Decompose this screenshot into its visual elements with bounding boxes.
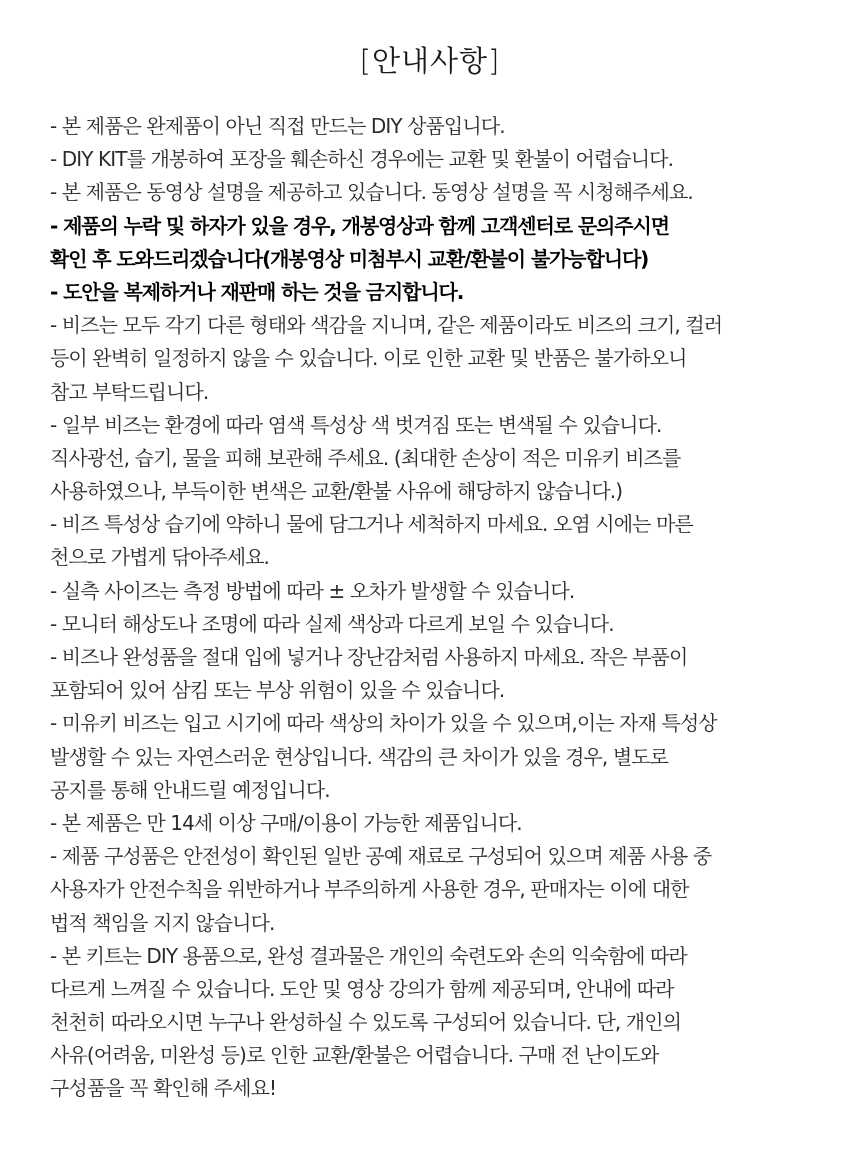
notice-line: - 제품 구성품은 안전성이 확인된 일반 공예 재료로 구성되어 있으며 제품 사용 중 (50, 844, 712, 869)
notice-line: - 본 제품은 동영상 설명을 제공하고 있습니다. 동영상 설명을 꼭 시청해주세요. (50, 180, 693, 205)
notice-line: - 본 제품은 만 14세 이상 구매/이용이 가능한 제품입니다. (50, 810, 522, 835)
notice-line: 법적 책임을 지지 않습니다. (50, 910, 275, 935)
notice-line: - 본 제품은 완제품이 아닌 직접 만드는 DIY 상품입니다. (50, 114, 505, 138)
notice-line: 등이 완벽히 일정하지 않을 수 있습니다. 이로 인한 교환 및 반품은 불가하오니 (50, 346, 687, 371)
notice-line: - 미유키 비즈는 입고 시기에 따라 색상의 차이가 있을 수 있으며,이는 자재 특성상 (50, 711, 717, 736)
notice-line: - 비즈 특성상 습기에 약하니 물에 담그거나 세척하지 마세요. 오염 시에는 마른 (50, 512, 693, 537)
notice-title: [안내사항] (359, 44, 501, 78)
notice-line: 사용자가 안전수칙을 위반하거나 부주의하게 사용한 경우, 판매자는 이에 대한 (50, 877, 689, 902)
notice-line: 참고 부탁드립니다. (50, 379, 209, 404)
notice-line: 공지를 통해 안내드릴 예정입니다. (50, 777, 330, 802)
notice-line: - 모니터 해상도나 조명에 따라 실제 색상과 다르게 보일 수 있습니다. (50, 611, 614, 636)
notice-line: - 실측 사이즈는 측정 방법에 따라 ± 오차가 발생할 수 있습니다. (50, 578, 575, 603)
notice-line-emphasis: - 제품의 누락 및 하자가 있을 경우, 개봉영상과 함께 고객센터로 문의주시면 (50, 213, 669, 238)
notice-line: - 본 키트는 DIY 용품으로, 완성 결과물은 개인의 숙련도와 손의 익숙함에 따라 (50, 943, 687, 968)
notice-line: 다르게 느껴질 수 있습니다. 도안 및 영상 강의가 함께 제공되며, 안내에 따라 (50, 976, 674, 1001)
notice-line-emphasis: - 도안을 복제하거나 재판매 하는 것을 금지합니다. (50, 279, 464, 304)
notice-line: 천천히 따라오시면 누구나 완성하실 수 있도록 구성되어 있습니다. 단, 개인의 (50, 1010, 682, 1035)
notice-line: 포함되어 있어 삼킴 또는 부상 위험이 있을 수 있습니다. (50, 678, 505, 703)
notice-line: 천으로 가볍게 닦아주세요. (50, 545, 269, 570)
notice-line: - 비즈나 완성품을 절대 입에 넣거나 장난감처럼 사용하지 마세요. 작은 부품이 (50, 645, 688, 669)
notice-line: 구성품을 꼭 확인해 주세요! (50, 1076, 277, 1101)
notice-line: 사용하였으나, 부득이한 변색은 교환/환불 사유에 해당하지 않습니다.) (50, 479, 623, 504)
notice-line: - 일부 비즈는 환경에 따라 염색 특성상 색 벗겨짐 또는 변색될 수 있습니다. (50, 412, 662, 437)
notice-line: 사유(어려움, 미완성 등)로 인한 교환/환불은 어렵습니다. 구매 전 난이도와 (50, 1043, 659, 1068)
notice-line: 직사광선, 습기, 물을 피해 보관해 주세요. (최대한 손상이 적은 미유키 비즈를 (50, 445, 681, 470)
notice-line-emphasis: 확인 후 도와드리겠습니다(개봉영상 미첨부시 교환/환불이 불가능합니다) (50, 246, 649, 271)
notice-line: - 비즈는 모두 각기 다른 형태와 색감을 지니며, 같은 제품이라도 비즈의 크기, 컬러 (50, 313, 723, 338)
notice-body (50, 110, 840, 1106)
notice-line: 발생할 수 있는 자연스러운 현상입니다. 색감의 큰 차이가 있을 경우, 별도로 (50, 744, 669, 769)
notice-line: - DIY KIT를 개봉하여 포장을 훼손하신 경우에는 교환 및 환불이 어렵습니다. (50, 147, 674, 172)
